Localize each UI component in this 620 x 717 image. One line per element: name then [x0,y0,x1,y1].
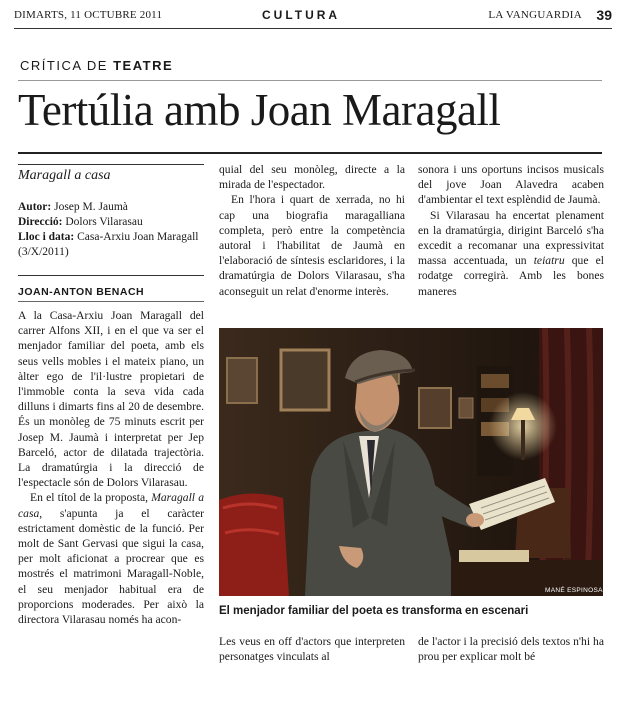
infobox-bottom-rule [18,275,204,276]
headline: Tertúlia amb Joan Maragall [18,85,501,135]
credit-line-direction: Direcció: Dolors Vilarasau [18,216,143,228]
headline-rule [18,152,602,154]
kicker-prefix: CRÍTICA DE [20,58,108,73]
photo-credit: MANÉ ESPINOSA [545,587,603,594]
column-3 [418,162,604,299]
column-2 [219,162,405,299]
paragraph: Si Vilarasau ha encertat plenament en la dramatúrgia, dirigint Barceló s'ha excedit a recomanar una expressivitat massa accentuada, un teiatru que el rodatge corregirà. Amb les bones maneres [418,208,604,298]
paragraph: quial del seu monòleg, directe a la mirada de l'espectador. [219,163,405,192]
paragraph: A la Casa-Arxiu Joan Maragall del carrer Alfons XII, i en el que va ser el menjador familiar del poeta, amb els seus vells mobles i el mateix piano, un àlter ego de l'il·lustre propietari de l'immoble conta la seva vida cada dilluns i dimarts fins al 20 de desembre. És un monòleg de 75 minuts escrit per Josep M. Jaumà i interpretat per Jep Barceló, actor de dilatada trajectòria. La dramatúrgia i la direcció de l'espectacle són de Dolors Vilarasau. [18,309,204,490]
paragraph: En el títol de la proposta, Maragall a casa, s'apunta ja el caràcter estrictament domèstic de la funció. Per molt de Sant Gervasi que sigui la casa, per molt aficionat a procrear que es mostrés el matrimoni Maragall-Noble, el seu menjador habitual era de proporcions moderades. Per això la directora Vilarasau només ha acon- [18,491,205,627]
column-4 [219,634,405,664]
credit-line-venue: Lloc i data: Casa-Arxiu Joan Maragall (3/X/2011) [18,231,199,258]
byline: JOAN-ANTON BENACH [18,286,145,298]
paragraph: sonora i uns oportuns incisos musicals del jove Joan Alavedra acaben d'ambientar el text esplèndid de Jaumà. [418,163,604,207]
page-number: 39 [596,7,612,23]
masthead [14,6,612,26]
photo-caption: El menjador familiar del poeta es transforma en escenari [219,605,529,617]
kicker-rule [18,80,602,81]
column-5 [418,634,604,664]
infobox-top-rule [18,164,204,165]
paragraph: de l'actor i la precisió dels textos n'hi ha prou per explicar molt bé [418,635,604,664]
credits-box [18,168,203,260]
paragraph: En l'hora i quart de xerrada, no hi cap una biografia maragalliana completa, però entre la competència autoral i l'habilitat de Jaumà en l'elaboració de síntesis esclaridores, i la dramatúrgia de Dolors Vilarasau, s'ha aconseguit un relat d'enorme interès. [219,193,405,298]
play-title: Maragall a casa [18,168,111,183]
masthead-paper: LA VANGUARDIA [488,9,582,21]
credit-line-author: Autor: Josep M. Jaumà [18,201,128,213]
section-kicker [20,58,173,73]
article-photo [219,328,603,596]
masthead-section: CULTURA [262,8,341,22]
byline-rule [18,301,204,302]
kicker-subject: TEATRE [113,58,174,73]
masthead-date: DIMARTS, 11 OCTUBRE 2011 [14,9,163,21]
masthead-rule [14,28,612,29]
column-1 [18,308,204,627]
paragraph: Les veus en off d'actors que interpreten personatges vinculats al [219,635,405,664]
actor-on-stage-illustration [219,328,603,596]
